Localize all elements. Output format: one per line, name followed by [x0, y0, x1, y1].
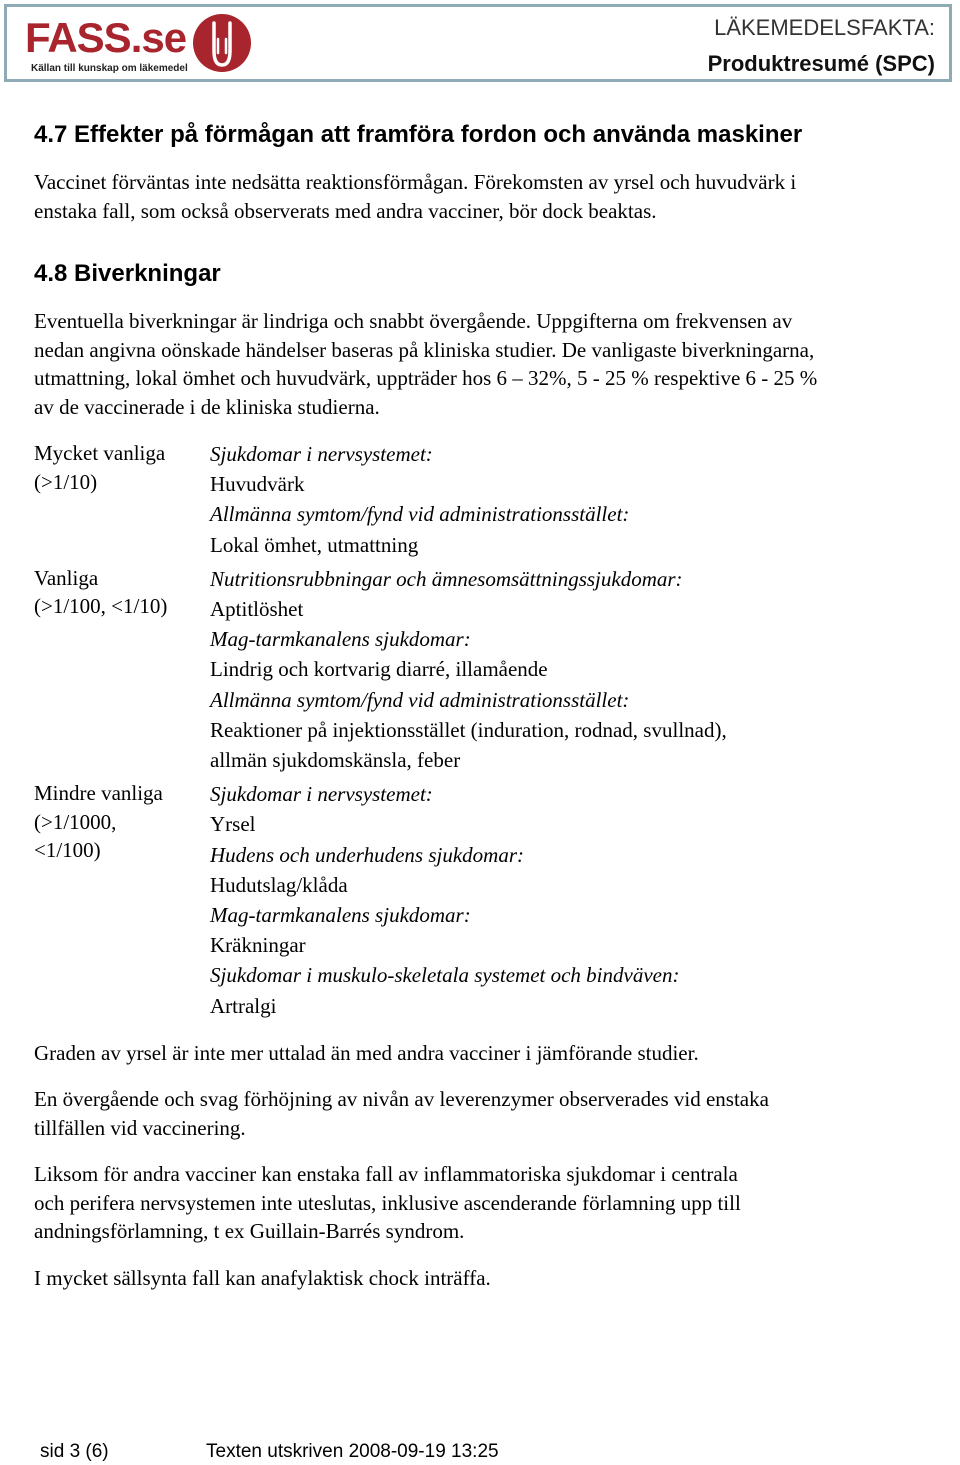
event-text: allmän sjukdomskänsla, feber — [210, 748, 461, 773]
frequency-label: Mindre vanliga (>1/1000, <1/100) — [34, 781, 163, 863]
paragraph-dizziness: Graden av yrsel är inte mer uttalad än med andra vacciner i jämförande studier. — [34, 1040, 699, 1065]
page-header — [4, 4, 952, 82]
table-row — [34, 439, 934, 560]
table-row — [34, 779, 934, 1021]
organ-class: Mag-tarmkanalens sjukdomar: — [210, 903, 471, 928]
text-line: utmattning, lokal ömhet och huvudvärk, uppträder hos 6 – 32%, 5 - 25 % respektive 6 - 25 % — [34, 366, 818, 390]
fass-logo-mark-icon — [192, 13, 252, 73]
event-text: Lindrig och kortvarig diarré, illamående — [210, 657, 548, 682]
text-line: enstaka fall, som också observerats med andra vacciner, bör dock beaktas. — [34, 198, 657, 223]
paragraph-anaphylaxis: I mycket sällsynta fall kan anafylaktisk chock inträffa. — [34, 1265, 491, 1290]
event-text: Aptitlöshet — [210, 597, 304, 622]
event-text: Lokal ömhet, utmattning — [210, 532, 419, 557]
frequency-label: Mycket vanliga (>1/10) — [34, 441, 166, 494]
event-text: Yrsel — [210, 812, 256, 837]
logo-tagline: Källan till kunskap om läkemedel — [31, 63, 188, 74]
organ-class: Allmänna symtom/fynd vid administrationsstället: — [210, 502, 630, 527]
text-line: Eventuella biverkningar är lindriga och snabbt övergående. Uppgifterna om frekvensen av — [34, 309, 793, 333]
section-4-7-text — [34, 168, 934, 225]
text-line: nedan angivna oönskade händelser baseras på kliniska studier. De vanligaste biverkningarna, — [34, 337, 815, 362]
organ-class: Sjukdomar i nervsystemet: — [210, 442, 433, 466]
page-footer — [40, 1441, 499, 1463]
event-text: Artralgi — [210, 993, 277, 1018]
section-heading-4-7: 4.7 Effekter på förmågan att framföra fordon och använda maskiner — [34, 121, 803, 148]
event-list — [210, 439, 934, 560]
event-text: Kräkningar — [210, 933, 306, 958]
document-body — [34, 118, 934, 1292]
section-4-8-intro — [34, 307, 934, 421]
section-heading-4-8: 4.8 Biverkningar — [34, 260, 221, 287]
paragraph-inflammatory: Liksom för andra vacciner kan enstaka fall av inflammatoriska sjukdomar i centrala och perifera nervsystemen inte uteslutas, inklusive ascenderande förlamning upp till andningsförlamning, t ex Guillain-Barrés syndrom. — [34, 1162, 741, 1244]
event-text: Hudutslag/klåda — [210, 872, 348, 897]
organ-class: Sjukdomar i muskulo-skeletala systemet och bindväven: — [210, 963, 680, 988]
paragraph-liver-enzymes: En övergående och svag förhöjning av nivån av leverenzymer observerades vid enstaka tillfällen vid vaccinering. — [34, 1087, 769, 1140]
event-list — [210, 564, 934, 775]
organ-class: Nutritionsrubbningar och ämnesomsättningssjukdomar: — [210, 566, 683, 591]
event-text: Reaktioner på injektionsstället (induration, rodnad, svullnad), — [210, 717, 727, 742]
text-line: Vaccinet förväntas inte nedsätta reaktionsförmågan. Förekomsten av yrsel och huvudvärk i — [34, 170, 797, 194]
organ-class: Allmänna symtom/fynd vid administrationsstället: — [210, 687, 630, 712]
table-row — [34, 564, 934, 775]
fass-logo[interactable]: FASS.se — [25, 14, 187, 61]
text-line: av de vaccinerade i de kliniska studierna. — [34, 394, 380, 419]
doc-type-subtitle: Produktresumé (SPC) — [707, 51, 935, 76]
organ-class: Hudens och underhudens sjukdomar: — [210, 842, 524, 867]
event-text: Huvudvärk — [210, 472, 305, 497]
doc-type-title: LÄKEMEDELSFAKTA: — [714, 15, 935, 40]
page-number: sid 3 (6) — [40, 1441, 109, 1462]
event-list — [210, 779, 934, 1021]
adverse-events-table — [34, 439, 934, 1021]
organ-class: Sjukdomar i nervsystemet: — [210, 782, 433, 807]
frequency-label: Vanliga (>1/100, <1/10) — [34, 565, 168, 619]
organ-class: Mag-tarmkanalens sjukdomar: — [210, 627, 471, 652]
printed-timestamp: Texten utskriven 2008-09-19 13:25 — [206, 1441, 499, 1462]
